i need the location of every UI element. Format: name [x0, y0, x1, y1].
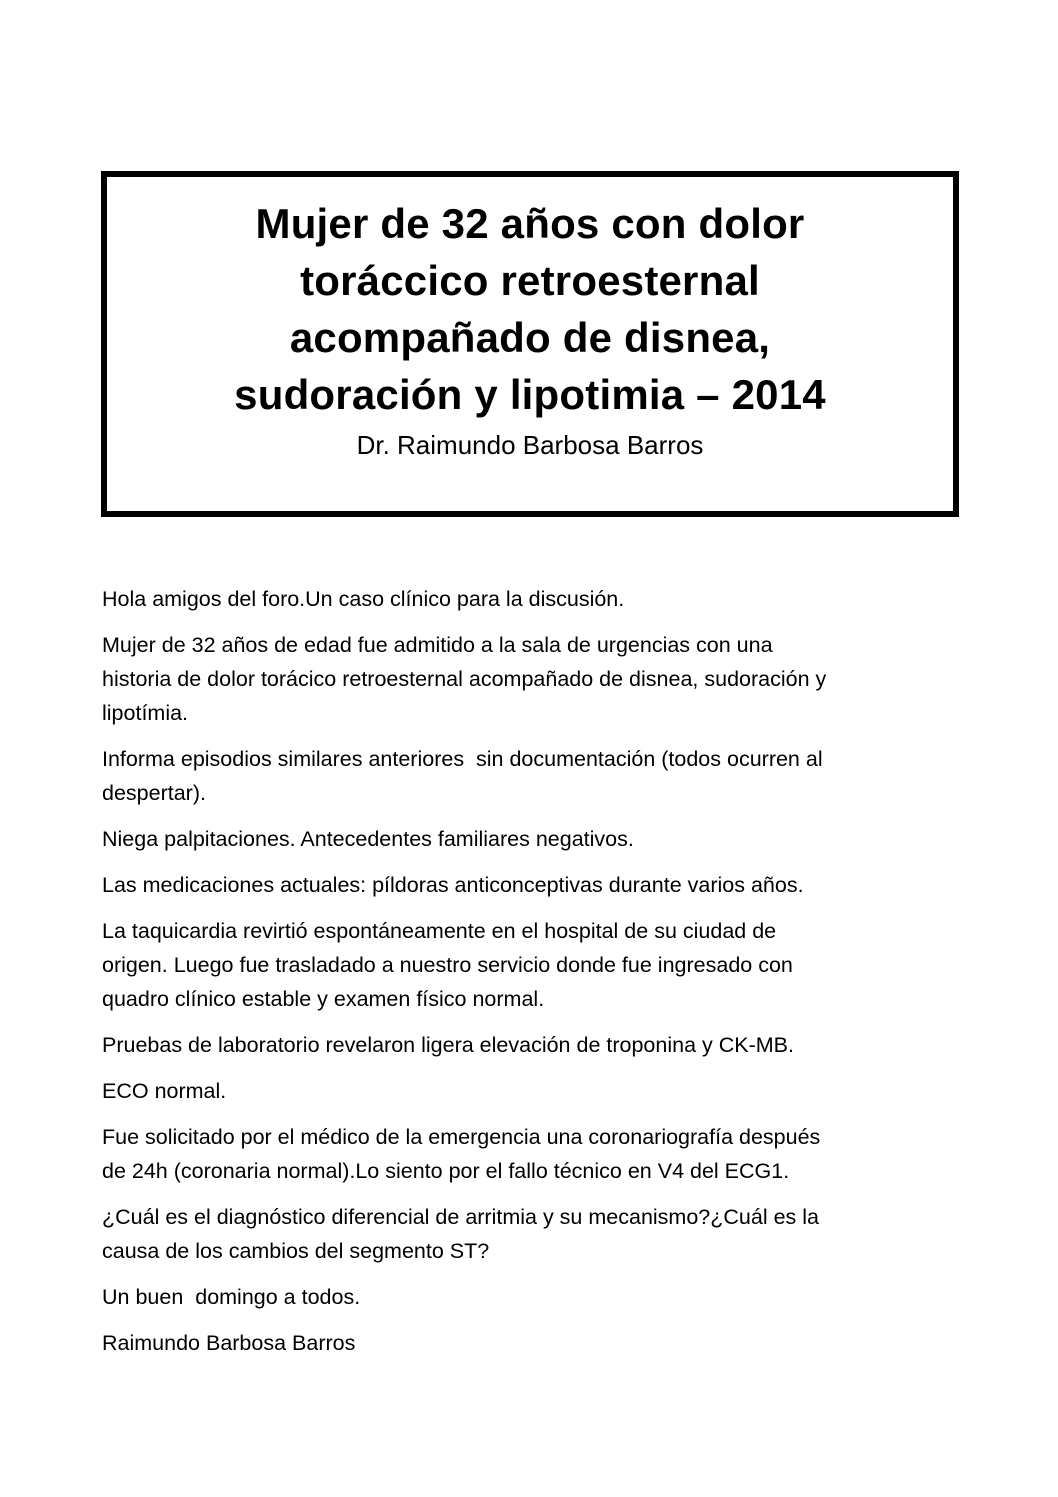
article-body — [102, 582, 952, 1372]
paragraph-questions: ¿Cuál es el diagnóstico diferencial de arritmia y su mecanismo?¿Cuál es la causa de los cambios del segmento ST? — [102, 1205, 819, 1263]
title-box — [101, 171, 959, 517]
paragraph-medications: Las medicaciones actuales: píldoras anticonceptivas durante varios años. — [102, 873, 804, 897]
title-line: Mujer de 32 años con dolor — [255, 200, 805, 247]
paragraph-negatives: Niega palpitaciones. Antecedentes familiares negativos. — [102, 827, 634, 851]
paragraph-tachycardia: La taquicardia revirtió espontáneamente en el hospital de su ciudad de origen. Luego fue trasladado a nuestro servicio donde fue ingresado con quadro clínico estable y examen físico normal. — [102, 919, 793, 1011]
paragraph-farewell: Un buen domingo a todos. — [102, 1285, 361, 1309]
paragraph-signature: Raimundo Barbosa Barros — [102, 1331, 356, 1355]
author-name: Dr. Raimundo Barbosa Barros — [356, 430, 704, 460]
paragraph-labs: Pruebas de laboratorio revelaron ligera elevación de troponina y CK-MB. — [102, 1033, 794, 1057]
paragraph-presentation: Mujer de 32 años de edad fue admitido a la sala de urgencias con una historia de dolor torácico retroesternal acompañado de disnea, sudoración y lipotímia. — [102, 633, 827, 725]
title-line: toráccico retroesternal — [300, 257, 760, 304]
paragraph-history: Informa episodios similares anteriores sin documentación (todos ocurren al despertar). — [102, 747, 823, 805]
paragraph-echo: ECO normal. — [102, 1079, 227, 1103]
page-title — [107, 195, 953, 423]
title-line: sudoración y lipotimia – 2014 — [234, 371, 826, 418]
paragraph-greeting: Hola amigos del foro.Un caso clínico para la discusión. — [102, 587, 625, 611]
title-line: acompañado de disnea, — [289, 314, 771, 361]
paragraph-angiography: Fue solicitado por el médico de la emergencia una coronariografía después de 24h (coronaria normal).Lo siento por el fallo técnico en V4 del ECG1. — [102, 1125, 821, 1183]
